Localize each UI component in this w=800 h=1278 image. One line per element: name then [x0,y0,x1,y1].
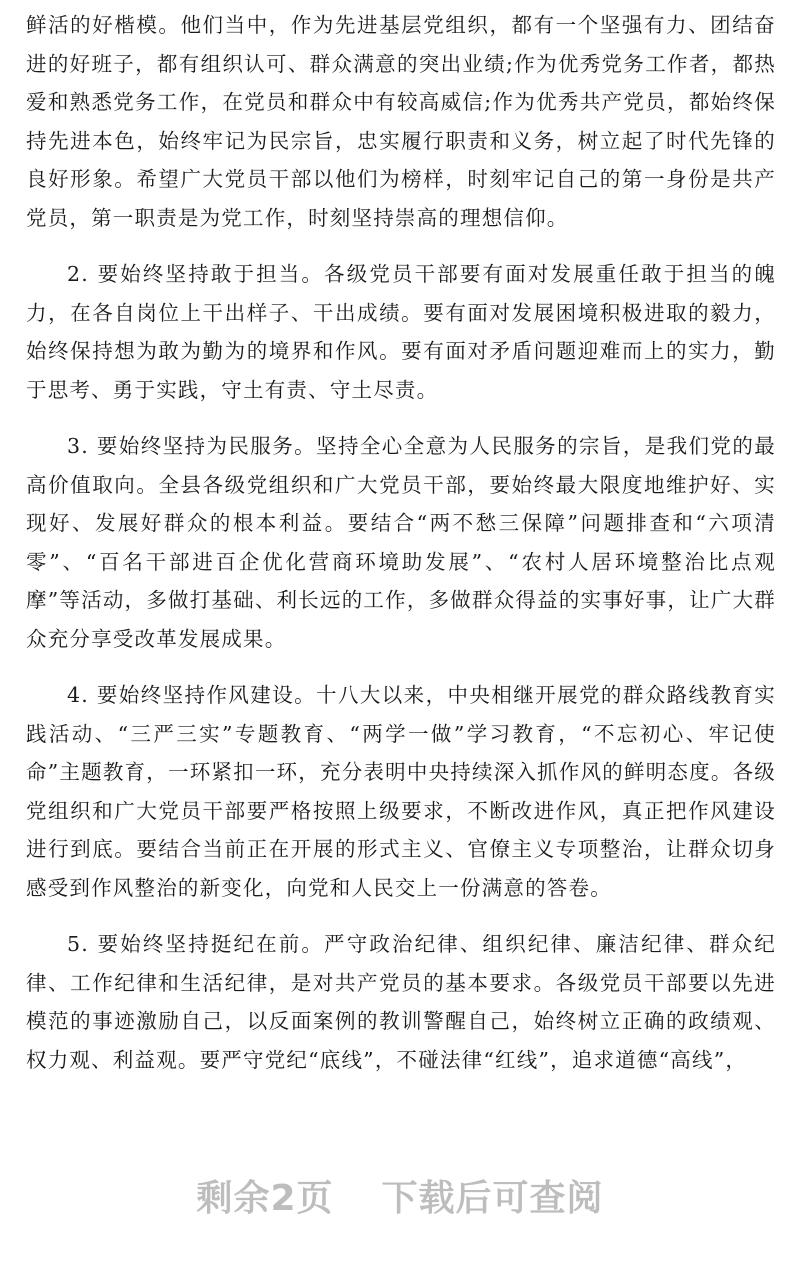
remaining-pages-text: 剩余2页 [196,1178,334,1219]
paragraph-item-2: 2. 要始终坚持敢于担当。各级党员干部要有面对发展重任敢于担当的魄力，在各自岗位上干出样子、干出成绩。要有面对发展困境积极进取的毅力，始终保持想为敢为勤为的境界和作风。要有面对矛盾问题迎难而上的实力，勤于思考、勇于实践，守土有责、守土尽责。 [26,262,776,402]
document-body [26,6,776,1097]
paragraph-item-5: 5. 要始终坚持挺纪在前。严守政治纪律、组织纪律、廉洁纪律、群众纪律、工作纪律和生活纪律，是对共产党员的基本要求。各级党员干部要以先进模范的事迹激励自己，以反面案例的教训警醒自己，始终树立正确的政绩观、权力观、利益观。要严守党纪“底线”，不碰法律“红线”，追求道德“高线”， [26,932,776,1072]
download-to-view-text: 下载后可查阅 [381,1178,604,1219]
paragraph-item-4: 4. 要始终坚持作风建设。十八大以来，中央相继开展党的群众路线教育实践活动、“三严三实”专题教育、“两学一做”学习教育，“不忘初心、牢记使命”主题教育，一环紧扣一环，充分表明中央持续深入抓作风的鲜明态度。各级党组织和广大党员干部要严格按照上级要求，不断改进作风，真正把作风建设进行到底。要结合当前正在开展的形式主义、官僚主义专项整治，让群众切身感受到作风整治的新变化，向党和人民交上一份满意的答卷。 [26,683,776,900]
paragraph-continuation: 鲜活的好楷模。他们当中，作为先进基层党组织，都有一个坚强有力、团结奋进的好班子，都有组织认可、群众满意的突出业绩;作为优秀党务工作者，都热爱和熟悉党务工作，在党员和群众中有较高威信;作为优秀共产党员，都始终保持先进本色，始终牢记为民宗旨，忠实履行职责和义务，树立起了时代先锋的良好形象。希望广大党员干部以他们为榜样，时刻牢记自己的第一身份是共产党员，第一职责是为党工作，时刻坚持崇高的理想信仰。 [26,13,776,230]
paragraph-item-3: 3. 要始终坚持为民服务。坚持全心全意为人民服务的宗旨，是我们党的最高价值取向。全县各级党组织和广大党员干部，要始终最大限度地维护好、实现好、发展好群众的根本利益。要结合“两不愁三保障”问题排查和“六项清零”、“百名干部进百企优化营商环境助发展”、“农村人居环境整治比点观摩”等活动，多做打基础、利长远的工作，多做群众得益的实事好事，让广大群众充分享受改革发展成果。 [26,434,776,651]
download-prompt-banner[interactable] [0,1170,800,1221]
